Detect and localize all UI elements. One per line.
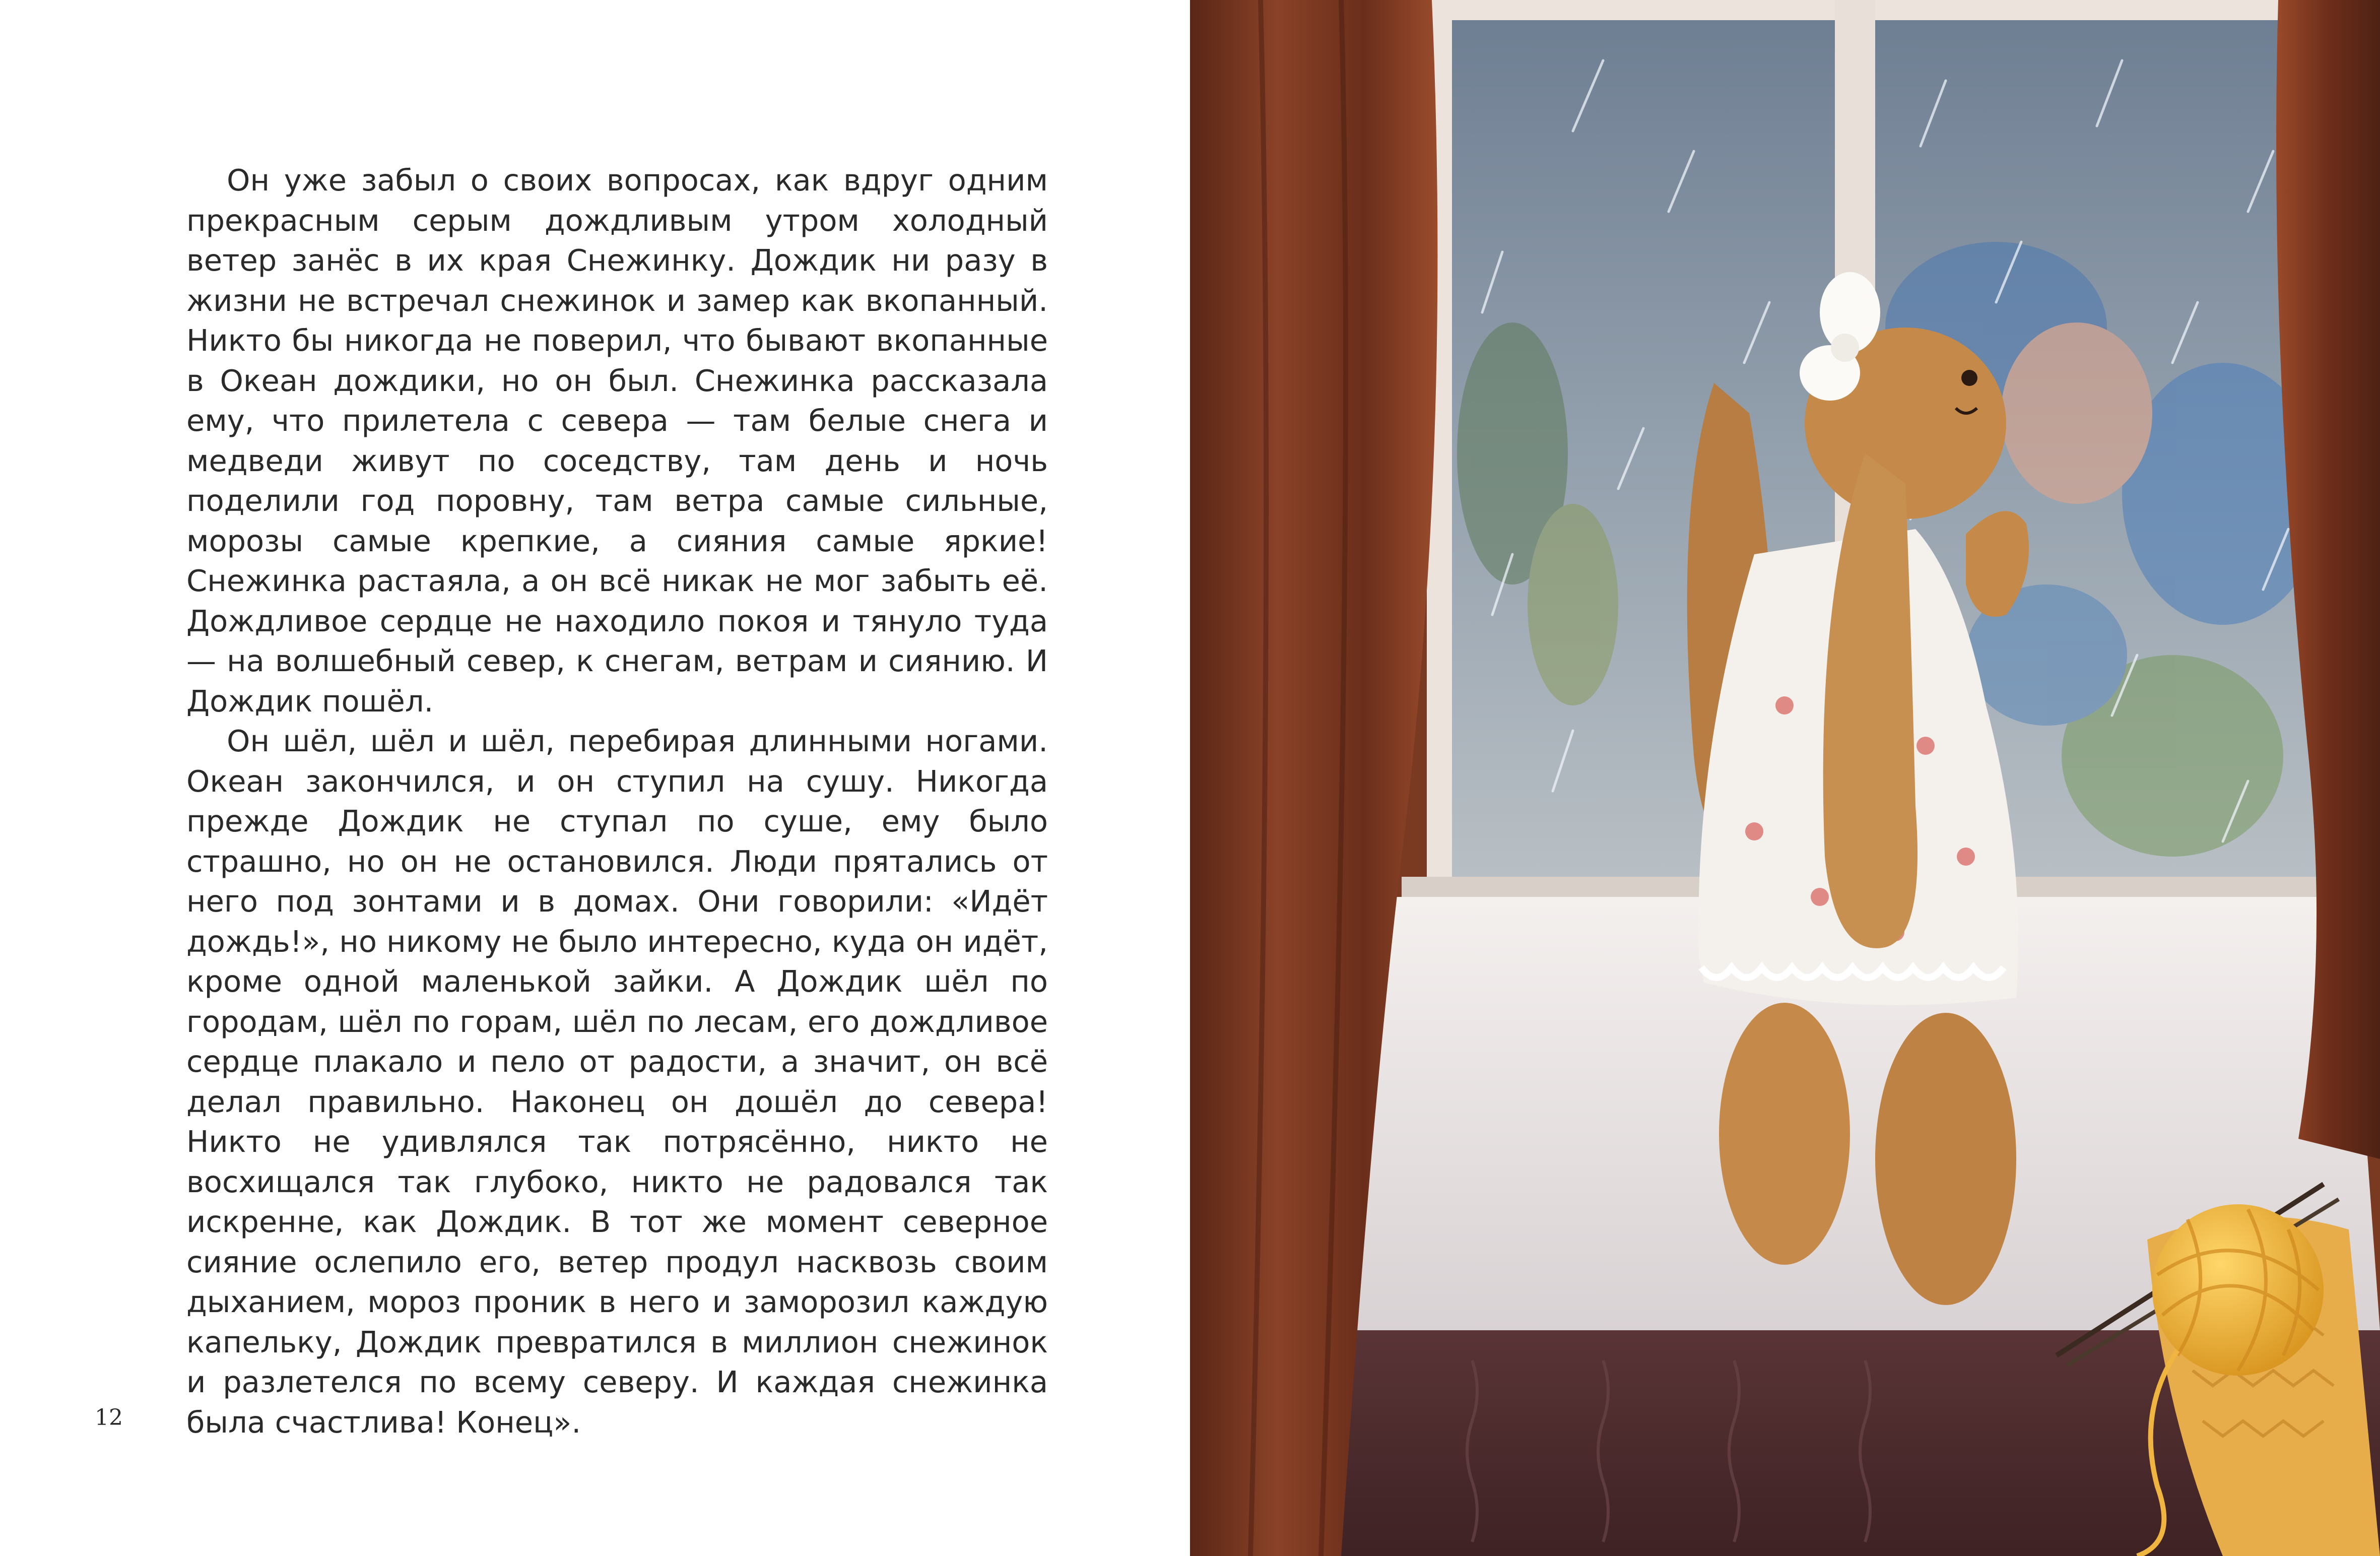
illustration	[1190, 0, 2380, 1556]
paragraph: Он уже забыл о своих вопросах, как вдруг одним прекрасным серым дождливым утром холодный ветер занёс в их края Снежинку. Дождик ни разу в жизни не встречал снежинок и замер как вкопанный. Никто бы никогда не поверил, что бывают вкопанные в Океан дождики, но он был. Снежинка рассказала ему, что прилетела с севера — там белые снега и медведи живут по соседству, там день и ночь поделили год поровну, там ветра самые сильные, морозы самые крепкие, а сияния самые яркие! Снежинка растаяла, а он всё никак не мог забыть её. Дождливое сердце не находило покоя и тянуло туда — на волшебный север, к снегам, ветрам и сиянию. И Дождик пошёл.	[186, 163, 1048, 719]
story-text	[186, 160, 1048, 1442]
page-number: 12	[95, 1405, 123, 1431]
paragraph: Он шёл, шёл и шёл, перебирая длинными ногами. Океан закончился, и он ступил на сушу. Никогда прежде Дождик не ступал по суше, ему было страшно, но он не остановился. Люди прятались от него под зонтами и в домах. Они говорили: «Идёт дождь!», но никому не было интересно, куда он идёт, кроме одной маленькой зайки. А Дождик шёл по городам, шёл по горам, шёл по лесам, его дождливое сердце плакало и пело от радости, а значит, он всё делал правильно. Наконец он дошёл до севера! Никто не удивлялся так потрясённо, никто не восхищался так глубоко, никто не радовался так искренне, как Дождик. В тот же момент северное сияние ослепило его, ветер продул насквозь своим дыханием, мороз проник в него и заморозил каждую капельку, Дождик превратился в миллион снежинок и разлетелся по всему северу. И каждая снежинка была счастлива! Конец».	[186, 724, 1048, 1440]
